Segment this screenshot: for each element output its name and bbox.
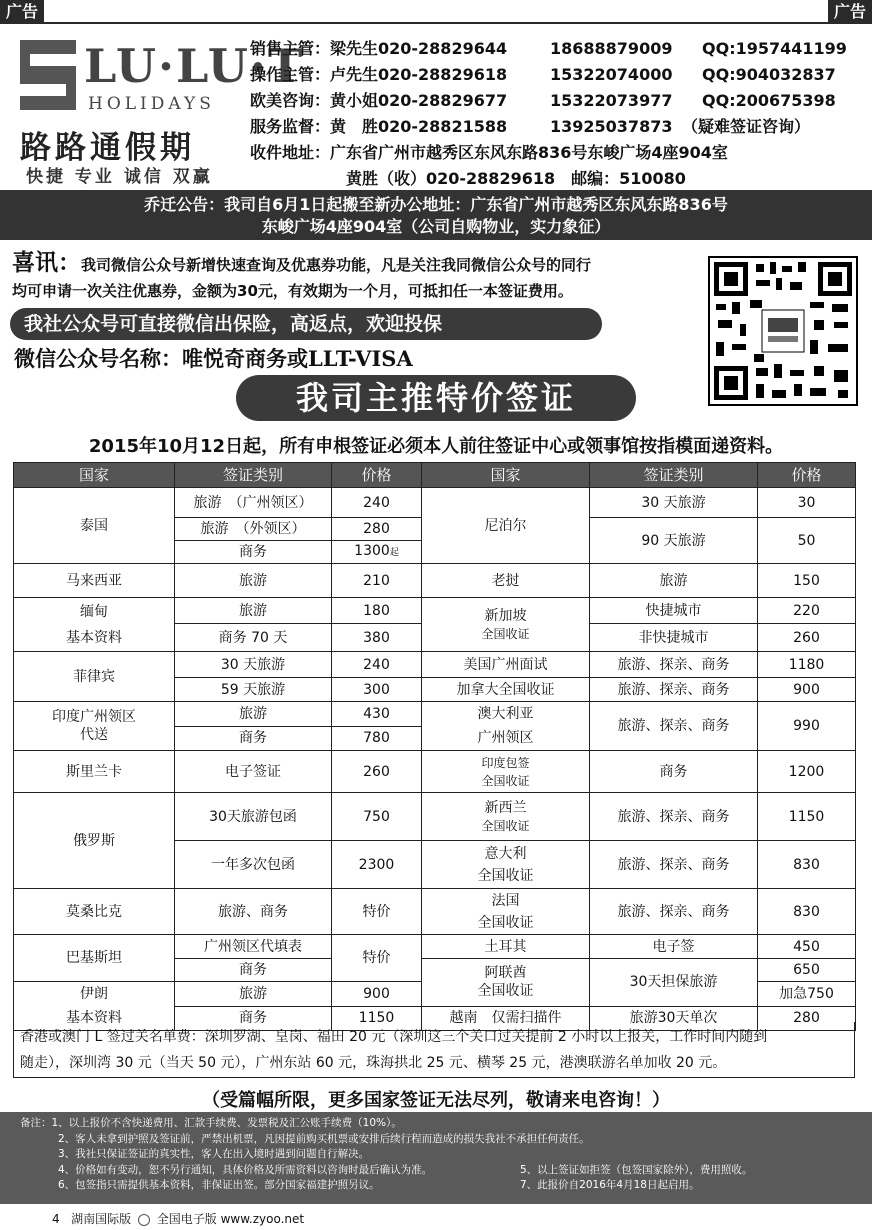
top-divider (0, 22, 872, 24)
visa-type-cell: 30天旅游包函 (175, 793, 332, 841)
visa-type-cell: 快捷城市 (590, 598, 758, 624)
visa-type-cell: 商务 (175, 541, 332, 564)
address-row (250, 166, 870, 192)
table-row (14, 889, 856, 935)
ad-tag-right: 广告 (828, 0, 872, 23)
country-name: 新西兰 (484, 799, 527, 816)
visa-type-cell: 商务 (175, 1006, 332, 1031)
country-sub: 全国收证 (477, 914, 534, 931)
col-country: 国家 (14, 463, 175, 488)
visa-type-cell: 旅游 （外领区） (175, 518, 332, 541)
footer-section: 湖南国际版 (71, 1212, 132, 1226)
country-name: 印度广州领区 (52, 709, 136, 725)
visa-type-cell: 一年多次包函 (175, 841, 332, 889)
country-cell (422, 751, 590, 793)
visa-type-cell: 旅游 (175, 598, 332, 624)
table-row (14, 488, 856, 518)
country-sub: 全国收证 (477, 867, 534, 884)
insurance-banner: 我社公众号可直接微信出保险，高返点，欢迎投保 (10, 308, 602, 340)
country-cell: 美国广州面试 (422, 652, 590, 678)
country-cell: 尼泊尔 (422, 488, 590, 564)
remark-line (20, 1163, 864, 1179)
remark-line (20, 1132, 864, 1148)
table-row (14, 935, 856, 959)
country-sub: 基本资料 (66, 629, 122, 646)
price-cell: 280 (332, 518, 422, 541)
visa-type-cell: 旅游、商务 (175, 889, 332, 935)
contact-qq: QQ:904032837 (702, 65, 836, 84)
price-cell: 特价 (332, 935, 422, 982)
country-sub: 基本资料 (66, 1010, 122, 1026)
price-cell: 450 (758, 935, 856, 959)
country-sub: 代送 (80, 727, 108, 743)
contact-mobile: 15322073977 (550, 91, 673, 110)
visa-type-cell: 59 天旅游 (175, 678, 332, 702)
relocation-line1: 乔迁公告：我司自6月1日起搬至新办公地址：广东省广州市越秀区东风东路836号 (144, 195, 728, 214)
price-cell: 830 (758, 889, 856, 935)
country-cell: 马来西亚 (14, 564, 175, 598)
price-cell: 260 (758, 624, 856, 652)
visa-type-cell: 旅游、探亲、商务 (590, 841, 758, 889)
col-country: 国家 (422, 463, 590, 488)
ad-tag-left: 广告 (0, 0, 44, 23)
logo-slogan: 快捷 专业 诚信 双赢 (26, 167, 213, 187)
main-title-banner: 我司主推特价签证 (236, 375, 636, 421)
country-sub: 全国收证 (481, 626, 530, 641)
price-cell: 830 (758, 841, 856, 889)
country-cell: 老挝 (422, 564, 590, 598)
contact-qq: QQ:200675398 (702, 91, 836, 110)
address-line: 收件地址：广东省广州市越秀区东风东路836号东峻广场4座904室 (250, 143, 728, 162)
country-cell (14, 598, 175, 652)
remark-item: 6、包签指只需提供基本资料，非保证出签。部分国家福建护照另议。 (58, 1179, 380, 1191)
country-cell: 莫桑比克 (14, 889, 175, 935)
price-cell: 1200 (758, 751, 856, 793)
good-news-line2: 均可申请一次关注优惠券，金额为30元，有效期为一个月，可抵扣任一本签证费用。 (12, 282, 573, 300)
hk-macau-line2: 随走），深圳湾 30 元（当天 50 元），广州东站 60 元，珠海拱北 25 元、横琴 25 元，港澳联游名单加收 20 元。 (20, 1055, 727, 1071)
visa-type-cell: 90 天旅游 (590, 518, 758, 564)
country-name: 法国 (491, 892, 520, 909)
price-cell: 650 (758, 959, 856, 982)
remark-item: 备注：1、以上报价不含快递费用、汇款手续费、发票税及汇公账手续费（10%）。 (20, 1117, 402, 1129)
price-cell: 2300 (332, 841, 422, 889)
remark-item: 2、客人未拿到护照及签证前，严禁出机票，凡因提前购买机票或安排后续行程而造成的损失我社不承担任何责任。 (58, 1132, 590, 1145)
price-cell: 特价 (332, 889, 422, 935)
col-price: 价格 (758, 463, 856, 488)
country-cell (14, 702, 175, 751)
country-name: 意大利 (484, 845, 527, 862)
price-cell: 430 (332, 702, 422, 727)
price-cell: 300 (332, 678, 422, 702)
country-sub: 全国收证 (481, 818, 530, 833)
contact-label: 销售主管：梁先生020-28829644 (250, 39, 508, 58)
table-row (14, 564, 856, 598)
table-header-row (14, 463, 856, 488)
country-cell: 越南 仅需扫描件 (422, 1006, 590, 1031)
price-cell: 1180 (758, 652, 856, 678)
table-row (14, 793, 856, 841)
contact-row (250, 114, 870, 140)
good-news-line1: 我司微信公众号新增快速查询及优惠券功能，凡是关注我同微信公众号的同行 (81, 256, 592, 274)
visa-type-cell: 旅游 (175, 564, 332, 598)
visa-type-cell: 非快捷城市 (590, 624, 758, 652)
visa-type-cell: 商务 70 天 (175, 624, 332, 652)
visa-type-cell: 30 天旅游 (590, 488, 758, 518)
price-cell: 1150 (758, 793, 856, 841)
logo-mark-icon (20, 40, 76, 110)
remark-item: 5、以上签证如拒签（包签国家除外），费用照收。 (520, 1163, 753, 1176)
price-cell: 280 (758, 1006, 856, 1031)
visa-type-cell: 旅游 (175, 982, 332, 1007)
contact-label: 服务监督：黄 胜020-28821588 (250, 117, 508, 136)
hk-macau-line1: 香港或澳门 L 签过关名单费：深圳罗湖、皇岗、福田 20 元（深圳这三个关口过关提前 2 小时以上报关，工作时间内随到 (20, 1029, 768, 1045)
visa-type-cell: 30 天旅游 (175, 652, 332, 678)
country-cell: 俄罗斯 (14, 793, 175, 889)
page-number: 4 (52, 1212, 60, 1226)
relocation-notice (0, 190, 872, 240)
price-cell: 380 (332, 624, 422, 652)
price-cell: 240 (332, 652, 422, 678)
country-cell (422, 793, 590, 841)
remark-item: 4、价格如有变动，恕不另行通知，具体价格及所需资料以咨询时最后确认为准。 (58, 1163, 433, 1176)
logo-holidays: HOLIDAYS (88, 94, 215, 114)
contact-block (250, 36, 870, 192)
visa-type-cell: 旅游 (175, 702, 332, 727)
wechat-account-name: 微信公众号名称：唯悦奇商务或LLT-VISA (14, 346, 413, 371)
remark-line (20, 1116, 864, 1132)
visa-type-cell: 旅游、探亲、商务 (590, 889, 758, 935)
contact-row (250, 36, 870, 62)
page-footer (52, 1210, 304, 1227)
visa-type-cell: 旅游 （广州领区） (175, 488, 332, 518)
country-cell: 巴基斯坦 (14, 935, 175, 982)
visa-type-cell: 电子签 (590, 935, 758, 959)
remark-line (20, 1147, 864, 1163)
table-row (14, 702, 856, 727)
remark-line (20, 1178, 864, 1194)
country-cell (422, 959, 590, 1007)
country-sub: 全国收证 (477, 983, 534, 1000)
country-sub: 广州领区 (477, 730, 534, 746)
visa-price-table (13, 462, 856, 1031)
good-news (12, 250, 702, 304)
price-cell: 260 (332, 751, 422, 793)
visa-type-cell: 30天担保旅游 (590, 959, 758, 1007)
schengen-headline: 2015年10月12日起，所有申根签证必须本人前往签证中心或领事馆按指模面递资料。 (88, 436, 784, 457)
country-name: 新加坡 (484, 607, 527, 624)
country-cell: 菲律宾 (14, 652, 175, 702)
price-cell: 220 (758, 598, 856, 624)
logo-brand: LU·LU·T (84, 39, 305, 93)
price-suffix: 起 (389, 548, 399, 558)
price-cell: 30 (758, 488, 856, 518)
country-name: 澳大利亚 (477, 706, 534, 722)
country-cell (422, 889, 590, 935)
address-row (250, 140, 870, 166)
visa-type-cell: 电子签证 (175, 751, 332, 793)
country-cell: 泰国 (14, 488, 175, 564)
visa-type-cell: 旅游 (590, 564, 758, 598)
company-logo (14, 34, 305, 187)
remark-item: 7、此报价自2016年4月18日起启用。 (520, 1179, 700, 1191)
visa-type-cell: 商务 (590, 751, 758, 793)
visa-type-cell: 商务 (175, 726, 332, 751)
visa-type-cell: 旅游、探亲、商务 (590, 678, 758, 702)
price-cell: 50 (758, 518, 856, 564)
contact-note: （疑难签证咨询） (682, 117, 811, 136)
country-cell: 加拿大全国收证 (422, 678, 590, 702)
price-cell: 240 (332, 488, 422, 518)
visa-type-cell: 商务 (175, 959, 332, 982)
table-row (14, 652, 856, 678)
price-cell: 750 (332, 793, 422, 841)
price-cell: 900 (758, 678, 856, 702)
good-news-title: 喜讯： (12, 249, 81, 276)
contact-row (250, 88, 870, 114)
hk-macau-fee-note (13, 1022, 855, 1078)
qr-code-icon (710, 258, 856, 404)
country-name: 阿联酋 (484, 965, 527, 982)
price-cell (332, 541, 422, 564)
col-price: 价格 (332, 463, 422, 488)
footer-site: 全国电子版 www.zyoo.net (156, 1212, 305, 1226)
visa-type-cell: 广州领区代填表 (175, 935, 332, 959)
contact-label: 欧美咨询：黄小姐020-28829677 (250, 91, 508, 110)
contact-row (250, 62, 870, 88)
country-name: 伊朗 (80, 986, 108, 1002)
country-cell (422, 702, 590, 751)
contact-mobile: 18688879009 (550, 39, 673, 58)
country-cell (422, 598, 590, 652)
address-recipient: 黄胜（收）020-28829618 邮编：510080 (346, 169, 686, 188)
price-cell: 900 (332, 982, 422, 1007)
country-cell: 土耳其 (422, 935, 590, 959)
remark-item: 3、我社只保证签证的真实性，客人在出入境时遇到问题自行解决。 (58, 1148, 370, 1160)
contact-mobile: 15322074000 (550, 65, 673, 84)
space-limit-note: （受篇幅所限，更多国家签证无法尽列，敬请来电咨询！） (202, 1090, 670, 1111)
visa-type-cell: 旅游30天单次 (590, 1006, 758, 1031)
visa-type-cell: 旅游、探亲、商务 (590, 702, 758, 751)
price-cell: 780 (332, 726, 422, 751)
country-name: 印度包签 (481, 755, 530, 770)
footer-logo-icon (138, 1214, 150, 1226)
price-cell: 加急750 (758, 982, 856, 1007)
country-sub: 全国收证 (481, 773, 530, 788)
visa-type-cell: 旅游、探亲、商务 (590, 793, 758, 841)
country-cell (422, 841, 590, 889)
remarks-panel (0, 1112, 872, 1204)
price-cell: 180 (332, 598, 422, 624)
contact-qq: QQ:1957441199 (702, 39, 847, 58)
col-visa-type: 签证类别 (590, 463, 758, 488)
price-cell: 150 (758, 564, 856, 598)
price-cell: 990 (758, 702, 856, 751)
price-value: 1300 (354, 543, 390, 559)
visa-type-cell: 旅游、探亲、商务 (590, 652, 758, 678)
price-cell: 210 (332, 564, 422, 598)
contact-label: 操作主管：卢先生020-28829618 (250, 65, 508, 84)
country-cell: 斯里兰卡 (14, 751, 175, 793)
relocation-line2: 东峻广场4座904室（公司自购物业，实力象征） (261, 217, 611, 236)
country-name: 缅甸 (80, 603, 108, 620)
contact-mobile: 13925037873 (550, 117, 673, 136)
price-cell: 1150 (332, 1006, 422, 1031)
col-visa-type: 签证类别 (175, 463, 332, 488)
wechat-qr-code (708, 256, 858, 406)
table-row (14, 751, 856, 793)
table-row (14, 598, 856, 624)
logo-cn-name: 路路通假期 (20, 130, 195, 166)
